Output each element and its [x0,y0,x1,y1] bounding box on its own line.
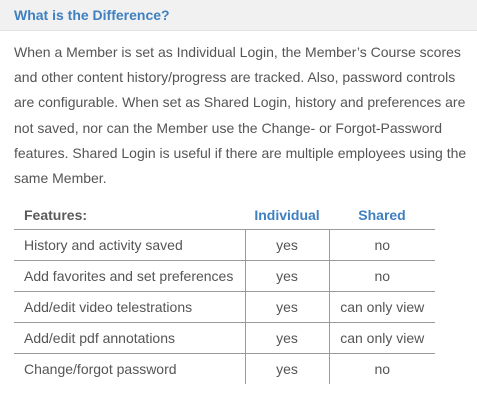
shared-cell: can only view [329,292,435,323]
table-row [14,261,435,292]
individual-cell: yes [245,261,329,292]
column-header-features: Features: [14,201,245,230]
shared-cell: can only view [329,323,435,354]
table-row [14,323,435,354]
feature-cell: Add/edit video telestrations [14,292,245,323]
table-header-row [14,201,435,230]
shared-cell: no [329,230,435,261]
column-header-shared: Shared [329,201,435,230]
column-header-individual: Individual [245,201,329,230]
description-paragraph: When a Member is set as Individual Login, the Member’s Course scores and other content history/progress are tracked. Also, password controls are configurable. When set as Shared Login, history and preferences are not saved, nor can the Member use the Change- or Forgot-Password features. Shared Login is useful if there are multiple employees using the same Member. [14,44,467,187]
section-title: What is the Difference? [14,7,170,23]
individual-cell: yes [245,230,329,261]
shared-cell: no [374,361,391,377]
individual-cell: yes [245,323,329,354]
feature-cell: History and activity saved [14,230,245,261]
table-row [14,292,435,323]
table-row [14,230,435,261]
individual-cell: yes [245,292,329,323]
feature-cell: Add favorites and set preferences [14,261,245,292]
feature-cell: Change/forgot password [24,361,177,377]
table-row [14,354,435,385]
individual-cell: yes [245,354,329,385]
comparison-table [14,201,435,384]
section-header [0,0,477,31]
feature-cell: Add/edit pdf annotations [14,323,245,354]
shared-cell: no [329,261,435,292]
